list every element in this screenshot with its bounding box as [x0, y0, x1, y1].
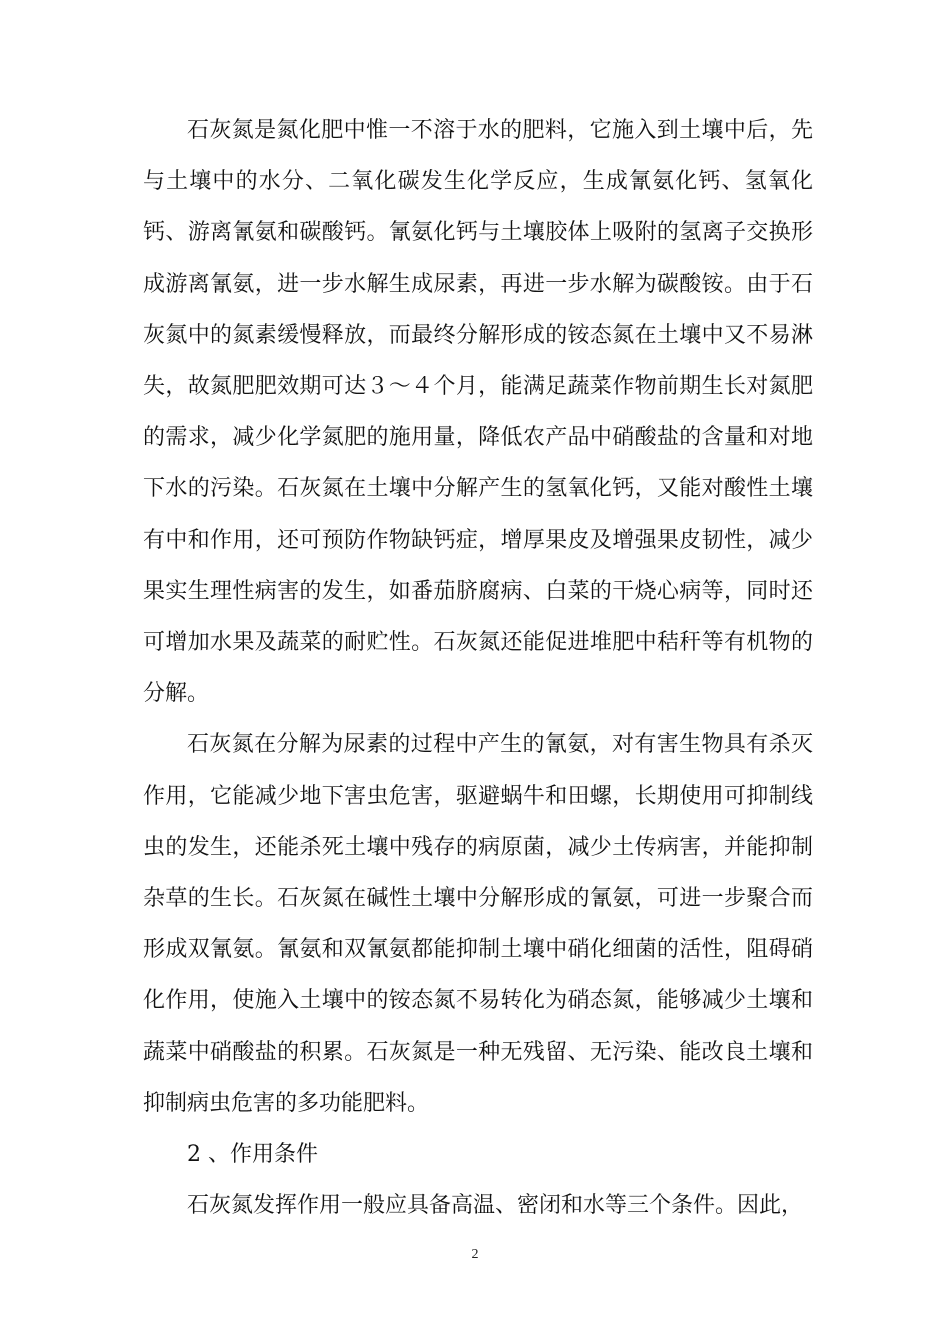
page-number: 2: [471, 1247, 479, 1262]
paragraph-lime-nitrogen-pest-control: 石灰氮在分解为尿素的过程中产生的氰氨，对有害生物具有杀灭作用，它能减少地下害虫危害，驱避蜗牛和田螺，长期使用可抑制线虫的发生，还能杀死土壤中残存的病原菌，减少土传病害，并能抑制杂草的生长。石灰氮在碱性土壤中分解形成的氰氨，可进一步聚合而形成双氰氨。氰氨和双氰氨都能抑制土壤中硝化细菌的活性，阻碍硝化作用，使施入土壤中的铵态氮不易转化为硝态氮，能够减少土壤和蔬菜中硝酸盐的积累。石灰氮是一种无残留、无污染、能改良土壤和抑制病虫危害的多功能肥料。: [143, 732, 813, 1116]
paragraph-conditions: 石灰氮发挥作用一般应具备高温、密闭和水等三个条件。因此，: [187, 1193, 804, 1219]
paragraph-lime-nitrogen-properties: 石灰氮是氮化肥中惟一不溶于水的肥料，它施入到土壤中后，先与土壤中的水分、二氧化碳发生化学反应，生成氰氨化钙、氢氧化钙、游离氰氨和碳酸钙。氰氨化钙与土壤胶体上吸附的氢离子交换形成游离氰氨，进一步水解生成尿素，再进一步水解为碳酸铵。由于石灰氮中的氮素缓慢释放，而最终分解形成的铵态氮在土壤中又不易淋失，故氮肥肥效期可达３～４个月，能满足蔬菜作物前期生长对氮肥的需求，减少化学氮肥的施用量，降低农产品中硝酸盐的含量和对地下水的污染。石灰氮在土壤中分解产生的氢氧化钙，又能对酸性土壤有中和作用，还可预防作物缺钙症，增厚果皮及增强果皮韧性，减少果实生理性病害的发生，如番茄脐腐病、白菜的干烧心病等，同时还可增加水果及蔬菜的耐贮性。石灰氮还能促进堆肥中秸秆等有机物的分解。: [143, 118, 813, 707]
body-text: [143, 105, 813, 1231]
section-heading: 2 、作用条件: [187, 1142, 318, 1168]
